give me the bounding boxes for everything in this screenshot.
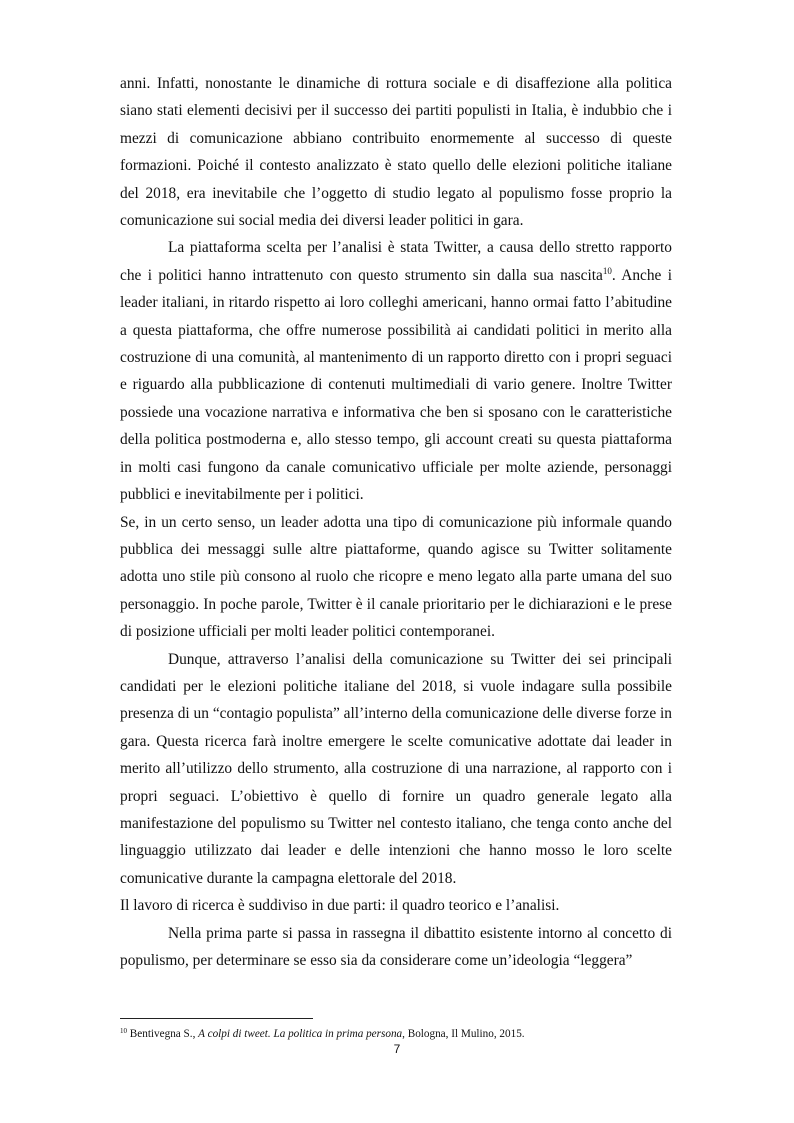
- paragraph-6: Nella prima parte si passa in rassegna il dibattito esistente intorno al concetto di populismo, per determinare se esso sia da considerare come un’ideologia “leggera”: [120, 924, 672, 969]
- paragraph-2-text-after: . Anche i leader italiani, in ritardo rispetto ai loro colleghi americani, hanno ormai fatto l’abitudine a questa piattaforma, che offre numerose possibilità ai candidati politici in merito alla costruzione di una comunità, al mantenimento di un rapporto diretto con i propri seguaci e riguardo alla pubblicazione di contenuti multimediali di vario genere. Inoltre Twitter possiede una vocazione narrativa e informativa che ben si sposano con le caratteristiche della politica postmoderna e, allo stesso tempo, gli account creati su questa piattaforma in molti casi fungono da canale comunicativo ufficiale per molte aziende, personaggi pubblici e inevitabilmente per i politici.: [120, 266, 673, 504]
- paragraph-2: [120, 234, 672, 508]
- paragraph-3: Se, in un certo senso, un leader adotta una tipo di comunicazione più informale quando pubblica dei messaggi sulle altre piattaforme, quando agisce su Twitter solitamente adotta uno stile più consono al ruolo che ricopre e meno legato alla parte umana del suo personaggio. In poche parole, Twitter è il canale prioritario per le dichiarazioni e le prese di posizione ufficiali per molti leader politici contemporanei.: [120, 513, 672, 641]
- paragraph-2-text-before: La piattaforma scelta per l’analisi è stata Twitter, a causa dello stretto rapporto che i politici hanno intrattenuto con questo strumento sin dalla sua nascita: [120, 239, 672, 284]
- footnote-rest: , Bologna, Il Mulino, 2015.: [402, 1028, 525, 1040]
- paragraph-5: Il lavoro di ricerca è suddiviso in due parti: il quadro teorico e l’analisi.: [120, 897, 560, 915]
- footnote-title: A colpi di tweet. La politica in prima persona: [198, 1028, 403, 1040]
- page-number: 7: [393, 1042, 401, 1056]
- footnote-separator: [120, 1018, 313, 1019]
- paragraph-1: anni. Infatti, nonostante le dinamiche di rottura sociale e di disaffezione alla politica siano stati elementi decisivi per il successo dei partiti populisti in Italia, è indubbio che i mezzi di comunicazione abbiano contribuito enormemente al successo di queste formazioni. Poiché il contesto analizzato è stato quello delle elezioni politiche italiane del 2018, era inevitabile che l’oggetto di studio legato al populismo fosse proprio la comunicazione sui social media dei diversi leader politici in gara.: [120, 75, 672, 230]
- footnote-author: Bentivegna S.,: [129, 1028, 199, 1040]
- paragraph-4: Dunque, attraverso l’analisi della comunicazione su Twitter dei sei principali candidati per le elezioni politiche italiane del 2018, si vuole indagare sulla possibile presenza di un “contagio populista” all’interno della comunicazione delle diverse forze in gara. Questa ricerca farà inoltre emergere le scelte comunicative adottate dai leader in merito all’utilizzo dello strumento, alla costruzione di una narrazione, al rapporto con i propri seguaci. L’obiettivo è quello di fornire un quadro generale legato alla manifestazione del populismo su Twitter nel contesto italiano, che tenga conto anche del linguaggio utilizzato dai leader e delle intenzioni che hanno mosso le loro scelte comunicative durante la campagna elettorale del 2018.: [120, 650, 672, 887]
- footnote: [120, 1027, 672, 1041]
- body-text: [120, 70, 672, 974]
- footnote-reference[interactable]: 10: [602, 265, 612, 276]
- footnote-number: 10: [120, 1027, 127, 1035]
